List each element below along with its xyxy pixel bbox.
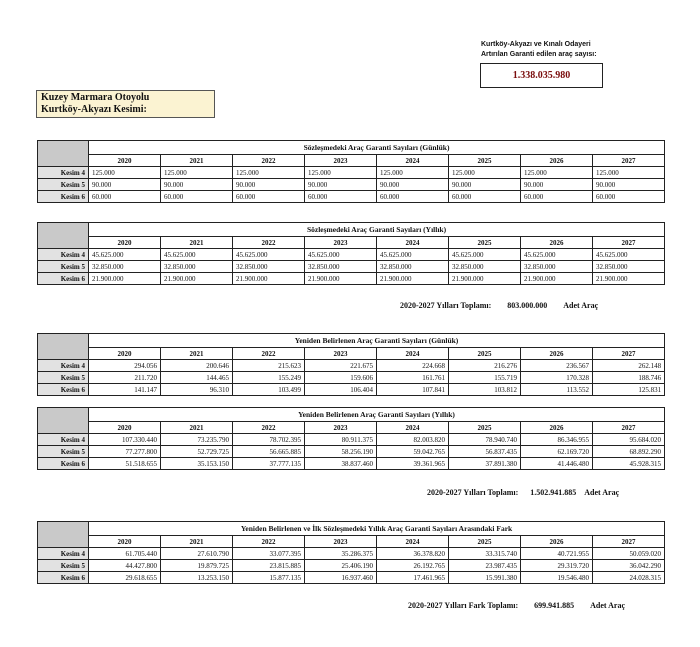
header-corner <box>38 223 89 249</box>
table-cell: 45.625.000 <box>593 249 665 261</box>
table-cell: 32.850.000 <box>161 261 233 273</box>
year-header: 2021 <box>161 348 233 360</box>
table-cell: 36.378.820 <box>377 548 449 560</box>
table-cell: 262.148 <box>593 360 665 372</box>
table-cell: 21.900.000 <box>305 273 377 285</box>
table-cell: 29.618.655 <box>89 572 161 584</box>
year-header: 2022 <box>233 536 305 548</box>
table-row <box>38 261 665 273</box>
table-row <box>38 360 665 372</box>
row-label: Kesim 5 <box>38 179 89 191</box>
table-cell: 13.253.150 <box>161 572 233 584</box>
total-value: 1.502.941.885 <box>530 488 577 497</box>
table-cell: 60.000 <box>449 191 521 203</box>
table-cell: 90.000 <box>305 179 377 191</box>
section-title-row <box>38 408 665 422</box>
year-header: 2020 <box>89 155 161 167</box>
table-cell: 82.003.820 <box>377 434 449 446</box>
table-cell: 29.319.720 <box>521 560 593 572</box>
table-cell: 19.546.480 <box>521 572 593 584</box>
table-cell: 58.256.190 <box>305 446 377 458</box>
year-header: 2027 <box>593 155 665 167</box>
table-cell: 21.900.000 <box>161 273 233 285</box>
year-header: 2021 <box>161 237 233 249</box>
table-cell: 23.815.885 <box>233 560 305 572</box>
table-cell: 125.000 <box>449 167 521 179</box>
year-header: 2020 <box>89 422 161 434</box>
row-label: Kesim 5 <box>38 446 89 458</box>
table-cell: 19.879.725 <box>161 560 233 572</box>
table-cell: 21.900.000 <box>377 273 449 285</box>
year-header: 2022 <box>233 237 305 249</box>
table-cell: 236.567 <box>521 360 593 372</box>
section-title: Yeniden Belirlenen Araç Garanti Sayıları (Günlük) <box>89 334 665 348</box>
table-cell: 41.446.480 <box>521 458 593 470</box>
row-label: Kesim 4 <box>38 167 89 179</box>
table-cell: 24.028.315 <box>593 572 665 584</box>
table-cell: 38.837.460 <box>305 458 377 470</box>
table-cell: 21.900.000 <box>449 273 521 285</box>
row-label: Kesim 4 <box>38 249 89 261</box>
header-corner <box>38 522 89 548</box>
year-header: 2027 <box>593 237 665 249</box>
table-cell: 77.277.800 <box>89 446 161 458</box>
year-header: 2021 <box>161 422 233 434</box>
table-revised-yearly <box>37 407 665 470</box>
row-label: Kesim 6 <box>38 572 89 584</box>
table-cell: 73.235.790 <box>161 434 233 446</box>
total-value: 803.000.000 <box>507 301 548 310</box>
table-cell: 51.518.655 <box>89 458 161 470</box>
year-header: 2020 <box>89 348 161 360</box>
section-title: Yeniden Belirlenen Araç Garanti Sayıları (Yıllık) <box>89 408 665 422</box>
row-label: Kesim 6 <box>38 191 89 203</box>
row-label: Kesim 4 <box>38 360 89 372</box>
year-header-row <box>38 237 665 249</box>
table-revised-daily <box>37 333 665 396</box>
table-cell: 188.746 <box>593 372 665 384</box>
table-cell: 90.000 <box>449 179 521 191</box>
row-label: Kesim 6 <box>38 384 89 396</box>
row-label: Kesim 4 <box>38 548 89 560</box>
table-cell: 32.850.000 <box>233 261 305 273</box>
table-cell: 68.892.290 <box>593 446 665 458</box>
table-cell: 60.000 <box>89 191 161 203</box>
title-line2: Kurtköy-Akyazı Kesimi: <box>41 104 147 115</box>
table-cell: 125.000 <box>593 167 665 179</box>
table-cell: 155.719 <box>449 372 521 384</box>
year-header: 2023 <box>305 155 377 167</box>
table-cell: 107.841 <box>377 384 449 396</box>
title-line1: Kuzey Marmara Otoyolu <box>41 92 150 103</box>
table-cell: 60.000 <box>377 191 449 203</box>
table-cell: 45.625.000 <box>305 249 377 261</box>
table-cell: 159.606 <box>305 372 377 384</box>
year-header: 2026 <box>521 155 593 167</box>
table-row <box>38 249 665 261</box>
table-cell: 90.000 <box>233 179 305 191</box>
table-cell: 215.623 <box>233 360 305 372</box>
year-header: 2024 <box>377 348 449 360</box>
guarantee-increase-label <box>481 40 641 60</box>
table-cell: 52.729.725 <box>161 446 233 458</box>
table-cell: 35.286.375 <box>305 548 377 560</box>
table-cell: 170.328 <box>521 372 593 384</box>
year-header-row <box>38 348 665 360</box>
year-header: 2026 <box>521 422 593 434</box>
table-cell: 21.900.000 <box>593 273 665 285</box>
section-title-row <box>38 223 665 237</box>
table-cell: 211.720 <box>89 372 161 384</box>
guarantee-label-line2: Artırılan Garanti edilen araç sayısı: <box>481 51 597 58</box>
table-cell: 90.000 <box>377 179 449 191</box>
table-cell: 294.056 <box>89 360 161 372</box>
table-cell: 45.625.000 <box>89 249 161 261</box>
table-cell: 15.991.380 <box>449 572 521 584</box>
table-cell: 78.940.740 <box>449 434 521 446</box>
total-unit: Adet Araç <box>563 301 599 310</box>
table-cell: 141.147 <box>89 384 161 396</box>
table-cell: 36.042.290 <box>593 560 665 572</box>
total-difference <box>408 601 625 610</box>
total-label: 2020-2027 Yılları Toplamı: <box>427 488 519 497</box>
row-label: Kesim 5 <box>38 560 89 572</box>
total-label: 2020-2027 Yılları Toplamı: <box>400 301 492 310</box>
table-cell: 35.153.150 <box>161 458 233 470</box>
table-row <box>38 179 665 191</box>
table-cell: 32.850.000 <box>449 261 521 273</box>
table-row <box>38 446 665 458</box>
year-header: 2024 <box>377 422 449 434</box>
guarantee-label-line1: Kurtköy-Akyazı ve Kınalı Odayeri <box>481 41 591 48</box>
table-row <box>38 191 665 203</box>
table-cell: 125.000 <box>233 167 305 179</box>
row-label: Kesim 4 <box>38 434 89 446</box>
table-cell: 23.987.435 <box>449 560 521 572</box>
table-cell: 125.000 <box>161 167 233 179</box>
section-title: Yeniden Belirlenen ve İlk Sözleşmedeki Yıllık Araç Garanti Sayıları Arasındaki Fark <box>89 522 665 536</box>
table-row <box>38 434 665 446</box>
table-cell: 80.911.375 <box>305 434 377 446</box>
table-cell: 60.000 <box>305 191 377 203</box>
header-corner <box>38 141 89 167</box>
table-cell: 161.761 <box>377 372 449 384</box>
table-cell: 37.777.135 <box>233 458 305 470</box>
table-cell: 61.705.440 <box>89 548 161 560</box>
year-header: 2024 <box>377 237 449 249</box>
year-header-row <box>38 155 665 167</box>
table-contract-yearly <box>37 222 665 285</box>
table-cell: 33.077.395 <box>233 548 305 560</box>
table-cell: 15.877.135 <box>233 572 305 584</box>
table-cell: 59.042.765 <box>377 446 449 458</box>
section-title-row <box>38 141 665 155</box>
table-row <box>38 273 665 285</box>
table-cell: 60.000 <box>161 191 233 203</box>
table-cell: 32.850.000 <box>305 261 377 273</box>
table-cell: 21.900.000 <box>521 273 593 285</box>
table-row <box>38 458 665 470</box>
table-cell: 221.675 <box>305 360 377 372</box>
section-title-row <box>38 334 665 348</box>
table-cell: 125.000 <box>521 167 593 179</box>
table-cell: 56.837.435 <box>449 446 521 458</box>
table-cell: 44.427.800 <box>89 560 161 572</box>
year-header: 2025 <box>449 348 521 360</box>
table-cell: 45.625.000 <box>521 249 593 261</box>
table-row <box>38 548 665 560</box>
year-header: 2024 <box>377 155 449 167</box>
table-cell: 107.330.440 <box>89 434 161 446</box>
table-cell: 40.721.955 <box>521 548 593 560</box>
year-header: 2023 <box>305 237 377 249</box>
year-header: 2027 <box>593 422 665 434</box>
table-cell: 155.249 <box>233 372 305 384</box>
table-cell: 125.000 <box>305 167 377 179</box>
year-header: 2026 <box>521 348 593 360</box>
header-corner <box>38 408 89 434</box>
total-unit: Adet Araç <box>590 601 626 610</box>
table-cell: 32.850.000 <box>377 261 449 273</box>
section-title-row <box>38 522 665 536</box>
table-row <box>38 560 665 572</box>
table-cell: 125.000 <box>377 167 449 179</box>
total-revised <box>427 488 619 497</box>
year-header: 2023 <box>305 536 377 548</box>
table-cell: 39.361.965 <box>377 458 449 470</box>
year-header: 2025 <box>449 422 521 434</box>
table-cell: 62.169.720 <box>521 446 593 458</box>
table-row <box>38 572 665 584</box>
table-cell: 144.465 <box>161 372 233 384</box>
year-header: 2025 <box>449 237 521 249</box>
table-cell: 21.900.000 <box>89 273 161 285</box>
table-cell: 200.646 <box>161 360 233 372</box>
year-header: 2022 <box>233 422 305 434</box>
table-cell: 103.812 <box>449 384 521 396</box>
table-cell: 96.310 <box>161 384 233 396</box>
table-contract-daily <box>37 140 665 203</box>
year-header: 2021 <box>161 155 233 167</box>
table-cell: 78.702.395 <box>233 434 305 446</box>
row-label: Kesim 6 <box>38 458 89 470</box>
year-header: 2023 <box>305 422 377 434</box>
table-cell: 60.000 <box>521 191 593 203</box>
table-cell: 90.000 <box>161 179 233 191</box>
table-cell: 50.059.020 <box>593 548 665 560</box>
table-cell: 26.192.765 <box>377 560 449 572</box>
table-cell: 32.850.000 <box>593 261 665 273</box>
table-cell: 90.000 <box>593 179 665 191</box>
table-cell: 45.625.000 <box>377 249 449 261</box>
row-label: Kesim 6 <box>38 273 89 285</box>
document-title <box>36 90 215 118</box>
year-header: 2023 <box>305 348 377 360</box>
guarantee-increase-value: 1.338.035.980 <box>480 63 603 88</box>
table-row <box>38 167 665 179</box>
year-header: 2027 <box>593 348 665 360</box>
table-cell: 216.276 <box>449 360 521 372</box>
year-header: 2022 <box>233 348 305 360</box>
table-cell: 103.499 <box>233 384 305 396</box>
table-cell: 125.831 <box>593 384 665 396</box>
table-cell: 106.404 <box>305 384 377 396</box>
header-corner <box>38 334 89 360</box>
table-cell: 125.000 <box>89 167 161 179</box>
table-row <box>38 372 665 384</box>
total-unit: Adet Araç <box>584 488 620 497</box>
table-cell: 45.625.000 <box>161 249 233 261</box>
year-header-row <box>38 422 665 434</box>
year-header: 2021 <box>161 536 233 548</box>
year-header: 2026 <box>521 536 593 548</box>
table-cell: 60.000 <box>593 191 665 203</box>
table-cell: 17.461.965 <box>377 572 449 584</box>
total-value: 699.941.885 <box>534 601 575 610</box>
year-header: 2026 <box>521 237 593 249</box>
table-cell: 25.406.190 <box>305 560 377 572</box>
table-cell: 27.610.790 <box>161 548 233 560</box>
table-row <box>38 384 665 396</box>
table-cell: 33.315.740 <box>449 548 521 560</box>
table-cell: 32.850.000 <box>89 261 161 273</box>
table-cell: 113.552 <box>521 384 593 396</box>
row-label: Kesim 5 <box>38 261 89 273</box>
row-label: Kesim 5 <box>38 372 89 384</box>
section-title: Sözleşmedeki Araç Garanti Sayıları (Günlük) <box>89 141 665 155</box>
table-cell: 32.850.000 <box>521 261 593 273</box>
year-header-row <box>38 536 665 548</box>
table-cell: 86.346.955 <box>521 434 593 446</box>
table-cell: 60.000 <box>233 191 305 203</box>
year-header: 2024 <box>377 536 449 548</box>
table-cell: 95.684.020 <box>593 434 665 446</box>
table-cell: 45.625.000 <box>233 249 305 261</box>
year-header: 2025 <box>449 155 521 167</box>
table-cell: 16.937.460 <box>305 572 377 584</box>
section-title: Sözleşmedeki Araç Garanti Sayıları (Yıllık) <box>89 223 665 237</box>
table-cell: 224.668 <box>377 360 449 372</box>
year-header: 2022 <box>233 155 305 167</box>
table-cell: 37.891.380 <box>449 458 521 470</box>
year-header: 2027 <box>593 536 665 548</box>
table-cell: 56.665.885 <box>233 446 305 458</box>
year-header: 2020 <box>89 237 161 249</box>
table-cell: 45.928.315 <box>593 458 665 470</box>
year-header: 2025 <box>449 536 521 548</box>
table-cell: 90.000 <box>521 179 593 191</box>
table-cell: 21.900.000 <box>233 273 305 285</box>
table-difference-yearly <box>37 521 665 584</box>
table-cell: 45.625.000 <box>449 249 521 261</box>
total-label: 2020-2027 Yılları Fark Toplamı: <box>408 601 519 610</box>
total-contract <box>400 301 598 310</box>
year-header: 2020 <box>89 536 161 548</box>
table-cell: 90.000 <box>89 179 161 191</box>
